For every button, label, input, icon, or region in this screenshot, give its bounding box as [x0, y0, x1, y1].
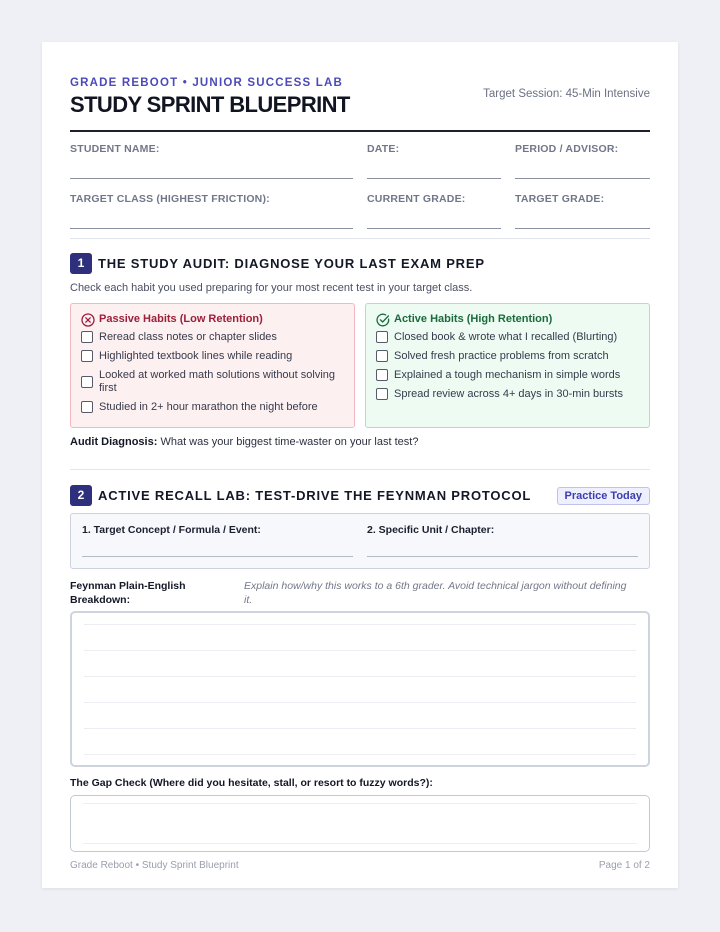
checkbox[interactable] — [376, 350, 388, 362]
feynman-label: Feynman Plain-English Breakdown: — [70, 580, 186, 606]
active-habit-label: Closed book & wrote what I recalled (Blurting) — [394, 331, 618, 343]
passive-habit-label: Highlighted textbook lines while reading — [99, 350, 293, 362]
period-advisor-label: PERIOD / ADVISOR: — [515, 143, 619, 155]
date-field[interactable] — [367, 143, 501, 155]
target-grade-field[interactable] — [515, 193, 650, 205]
active-habits-title: Active Habits (High Retention) — [394, 313, 553, 325]
active-habit-item[interactable] — [376, 331, 639, 344]
passive-habit-item[interactable] — [81, 401, 344, 414]
practice-today-badge: Practice Today — [557, 487, 650, 505]
target-concept-label: 1. Target Concept / Formula / Event: — [82, 524, 261, 536]
x-circle-icon — [81, 313, 95, 327]
target-grade-line — [515, 228, 650, 229]
program-kicker: GRADE REBOOT • JUNIOR SUCCESS LAB — [70, 77, 344, 89]
active-habit-label: Explained a tough mechanism in simple words — [394, 369, 621, 381]
section-2-header — [70, 485, 650, 507]
checkbox[interactable] — [376, 331, 388, 343]
header-divider — [70, 130, 650, 132]
specific-unit-line[interactable] — [367, 556, 638, 557]
page-footer — [70, 860, 650, 871]
target-class-label: TARGET CLASS (HIGHEST FRICTION): — [70, 193, 270, 205]
specific-unit-label: 2. Specific Unit / Chapter: — [367, 524, 495, 536]
passive-habit-item[interactable] — [81, 331, 344, 344]
active-habit-label: Solved fresh practice problems from scratch — [394, 350, 609, 362]
target-class-field[interactable] — [70, 193, 353, 205]
current-grade-label: CURRENT GRADE: — [367, 193, 466, 205]
session-label: Target Session: 45-Min Intensive — [483, 88, 650, 100]
active-habits-box — [365, 303, 650, 428]
checkbox[interactable] — [376, 369, 388, 381]
period-advisor-line — [515, 178, 650, 179]
section-1-intro: Check each habit you used preparing for your most recent test in your target class. — [70, 282, 473, 294]
passive-habit-item[interactable] — [81, 350, 344, 363]
gap-check-area[interactable] — [70, 795, 650, 852]
section-2-number: 2 — [70, 485, 92, 506]
checkbox[interactable] — [81, 401, 93, 413]
page-number: Page 1 of 2 — [598, 860, 650, 871]
page-title: STUDY SPRINT BLUEPRINT — [70, 92, 350, 117]
writing-line — [83, 803, 637, 804]
period-advisor-field[interactable] — [515, 143, 650, 155]
target-class-line — [70, 228, 353, 229]
writing-line — [84, 650, 636, 651]
feynman-breakdown-area[interactable] — [70, 611, 650, 767]
current-grade-field[interactable] — [367, 193, 501, 205]
audit-diagnosis — [70, 436, 418, 448]
passive-habit-item[interactable] — [81, 369, 344, 395]
worksheet-page — [42, 42, 678, 888]
footer-title: Grade Reboot • Study Sprint Blueprint — [70, 860, 239, 871]
writing-line — [84, 624, 636, 625]
checkbox[interactable] — [81, 331, 93, 343]
section-1-number: 1 — [70, 253, 92, 274]
passive-habits-list — [81, 331, 344, 414]
passive-habit-label: Studied in 2+ hour marathon the night before — [99, 401, 318, 413]
checkbox[interactable] — [81, 376, 93, 388]
active-habit-item[interactable] — [376, 388, 639, 401]
checkbox[interactable] — [376, 388, 388, 400]
passive-habit-label: Looked at worked math solutions without solving first — [99, 369, 336, 394]
active-habit-item[interactable] — [376, 369, 639, 382]
target-concept-line[interactable] — [82, 556, 353, 557]
feynman-hint: Explain how/why this works to a 6th grader. Avoid technical jargon without defining it. — [244, 580, 627, 606]
concept-box — [70, 513, 650, 569]
date-line — [367, 178, 501, 179]
section-2-title: ACTIVE RECALL LAB: TEST-DRIVE THE FEYNMAN PROTOCOL — [98, 488, 532, 503]
writing-line — [84, 702, 636, 703]
section-divider — [70, 238, 650, 239]
active-habit-label: Spread review across 4+ days in 30-min bursts — [394, 388, 623, 400]
section-1-header — [70, 253, 650, 275]
student-name-field[interactable] — [70, 143, 353, 155]
target-grade-label: TARGET GRADE: — [515, 193, 605, 205]
writing-line — [83, 843, 637, 844]
writing-line — [84, 728, 636, 729]
student-name-line — [70, 178, 353, 179]
active-habit-item[interactable] — [376, 350, 639, 363]
passive-habit-label: Reread class notes or chapter slides — [99, 331, 277, 343]
student-name-label: STUDENT NAME: — [70, 143, 160, 155]
check-circle-icon — [376, 313, 390, 327]
checkbox[interactable] — [81, 350, 93, 362]
writing-line — [84, 676, 636, 677]
section-divider — [70, 469, 650, 470]
gap-check-label: The Gap Check (Where did you hesitate, stall, or resort to fuzzy words?): — [70, 777, 433, 789]
writing-line — [84, 754, 636, 755]
section-1-title: THE STUDY AUDIT: DIAGNOSE YOUR LAST EXAM PREP — [98, 256, 485, 271]
audit-diagnosis-label: Audit Diagnosis: — [70, 436, 158, 448]
audit-diagnosis-text: What was your biggest time-waster on your last test? — [157, 436, 419, 448]
passive-habits-box — [70, 303, 355, 428]
date-label: DATE: — [367, 143, 400, 155]
active-habits-list — [376, 331, 639, 401]
current-grade-line — [367, 228, 501, 229]
passive-habits-title: Passive Habits (Low Retention) — [99, 313, 263, 325]
